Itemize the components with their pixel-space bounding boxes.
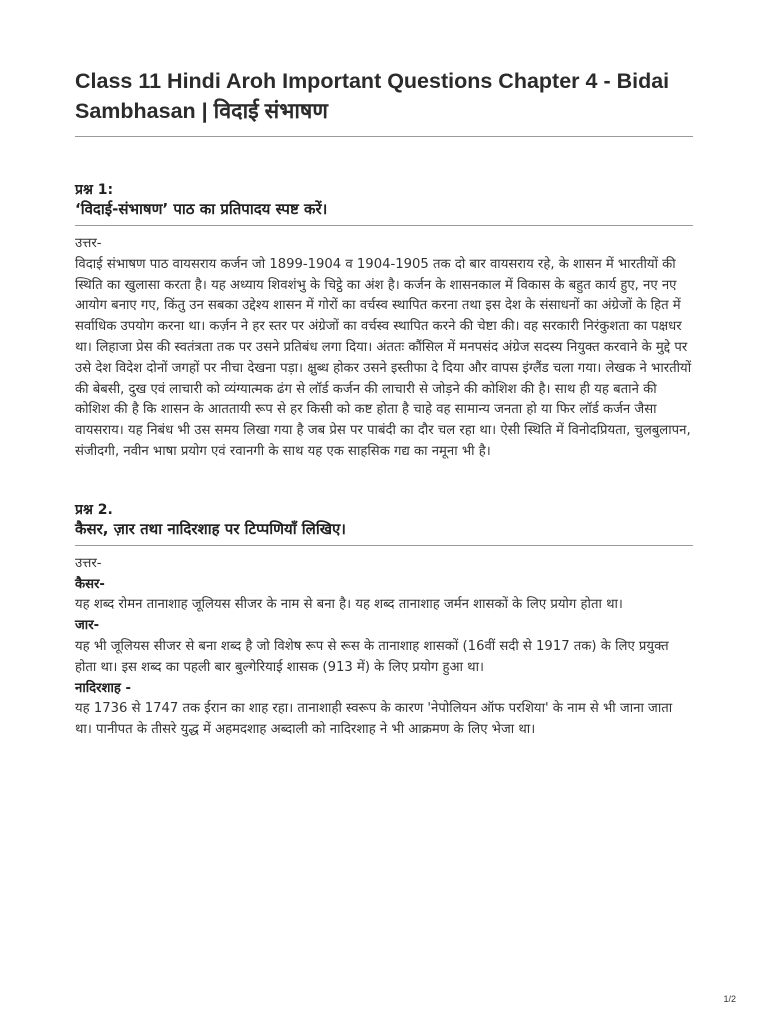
question-1-header xyxy=(75,181,693,226)
question-2-answer xyxy=(75,554,693,741)
answer-1-label: उत्तर- xyxy=(75,236,102,251)
question-2-header xyxy=(75,501,693,546)
term-kaiser-description: यह शब्द रोमन तानाशाह जूलियस सीजर के नाम से बना है। यह शब्द तानाशाह जर्मन शासकों के लिए प्रयोग होता था। xyxy=(75,597,623,613)
term-nadirshah-description: यह 1736 से 1747 तक ईरान का शाह रहा। तानाशाही स्वरूप के कारण 'नेपोलियन ऑफ परशिया' के नाम से भी जाना जाता था। पानीपत के तीसरे युद्ध में अहमदशाह अब्दाली को नादिरशाह ने भी आक्रमण के लिए भेजा था। xyxy=(75,701,673,738)
question-1-number: प्रश्न 1: xyxy=(75,182,114,198)
page-title: Class 11 Hindi Aroh Important Questions Chapter 4 - Bidai Sambhasan | विदाई संभाषण xyxy=(75,66,693,137)
term-czar-description: यह भी जूलियस सीजर से बना शब्द है जो विशेष रूप से रूस के तानाशाह शासकों (16वीं सदी से 1917 तक) के लिए प्रयुक्त होता था। इस शब्द का पहली बार बुल्गेरियाई शासक (913 में) के लिए प्रयोग हुआ था। xyxy=(75,638,669,675)
question-1-answer xyxy=(75,234,693,463)
question-1 xyxy=(75,181,693,463)
document-page xyxy=(75,66,693,741)
term-czar-heading: जार- xyxy=(75,618,100,634)
answer-1-paragraph: विदाई संभाषण पाठ वायसराय कर्जन जो 1899-1904 व 1904-1905 तक दो बार वायसराय रहे, के शासन में भारतीयों की स्थिति का खुलासा करता है। यह अध्याय शिवशंभु के चिट्ठे का अंश है। कर्जन के शासनकाल में विकास के बहुत कार्य हुए, नए नए आयोग बनाए गए, किंतु उन सबका उद्देश्य शासन में गोरों का वर्चस्व स्थापित करना तथा इस देश के संसाधनों का अंग्रेजों के हित में सर्वाधिक उपयोग करना था। कर्ज़न ने हर स्तर पर अंग्रेजों का वर्चस्व स्थापित करने की चेष्टा की। वह सरकारी निरंकुशता का पक्षधर था। लिहाजा प्रेस की स्वतंत्रता तक पर उसने प्रतिबंध लगा दिया। अंततः कौंसिल में मनपसंद अंग्रेज सदस्य नियुक्त करवाने के मुद्दे पर उसे देश विदेश दोनों जगहों पर नीचा देखना पड़ा। क्षुब्ध होकर उसने इस्तीफा दे दिया और वापस इंग्लैंड चला गया। लेखक ने भारतीयों की बेबसी, दुख एवं लाचारी को व्यंग्यात्मक ढंग से लॉर्ड कर्जन की लाचारी से जोड़ने की कोशिश की है। साथ ही यह बताने की कोशिश की है कि शासन के आततायी रूप से हर किसी को कष्ट होता है चाहे वह सामान्य जनता हो या फिर लॉर्ड कर्जन जैसा वायसराय। यह निबंध भी उस समय लिखा गया है जब प्रेस पर पाबंदी का दौर चल रहा था। ऐसी स्थिति में विनोदप्रियता, चुलबुलापन, संजीदगी, नवीन भाषा प्रयोग एवं रवानगी के साथ यह एक साहसिक गद्य का नमूना भी है। xyxy=(75,256,692,459)
question-2 xyxy=(75,501,693,741)
question-1-text: ‘विदाई-संभाषण’ पाठ का प्रतिपादय स्पष्ट करें। xyxy=(75,200,328,218)
question-2-text: कैसर, ज़ार तथा नादिरशाह पर टिप्पणियाँ लिखिए। xyxy=(75,519,346,538)
answer-2-label: उत्तर- xyxy=(75,555,102,571)
term-nadirshah-heading: नादिरशाह - xyxy=(75,680,131,696)
page-number: 1/2 xyxy=(723,994,736,1004)
term-kaiser-heading: कैसर- xyxy=(75,576,105,592)
question-2-number: प्रश्न 2. xyxy=(75,501,113,518)
